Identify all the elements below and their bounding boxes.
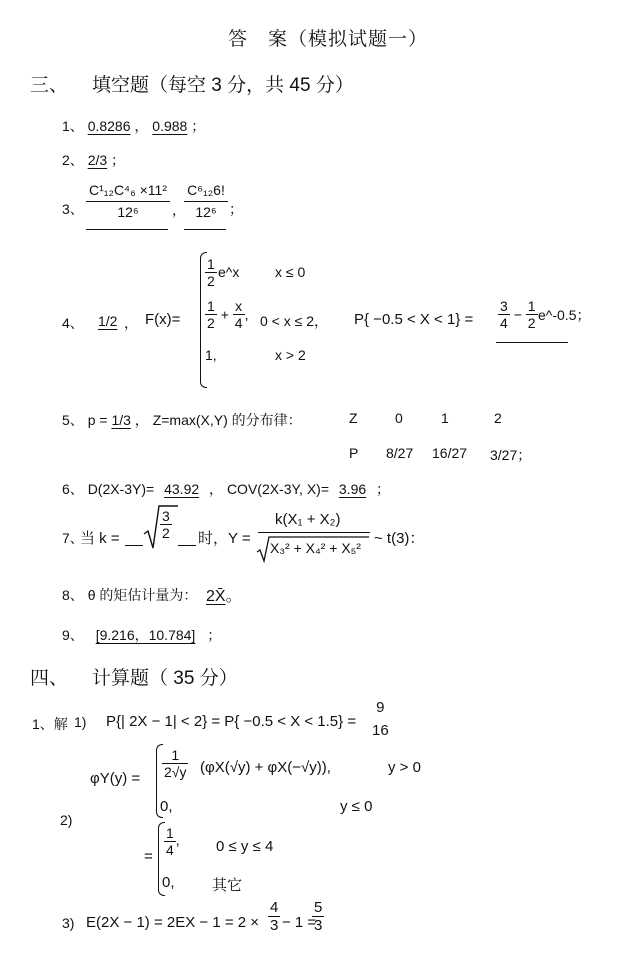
- q1-end: ；: [191, 118, 206, 134]
- q4-case1-half: $\frac{1}{2}$: [207, 256, 215, 289]
- section3-number: 三、: [30, 75, 69, 96]
- phi-case2-cond: y ≤ 0: [340, 798, 373, 815]
- q1: [62, 116, 205, 136]
- part3-frac2: [312, 899, 324, 934]
- q2-answer: 2/3: [87, 152, 108, 168]
- q6-number: 6、: [62, 481, 84, 497]
- section3-heading: 填空题（每空 3 分，共 45 分）: [92, 75, 354, 96]
- q7-blank-right: [178, 545, 196, 546]
- q9-answer: [9.216，10.784]: [95, 627, 196, 643]
- phi-lhs: φY(y) =: [90, 770, 141, 787]
- dens-case2: 0,: [162, 874, 175, 891]
- q4-case1-cond: x ≤ 0: [275, 264, 306, 280]
- q8: [62, 585, 197, 605]
- q7-tail: ~ t(3)：: [374, 530, 425, 547]
- q4-result-underline: [496, 342, 568, 343]
- q3-f1-denominator: 12⁶: [86, 201, 170, 220]
- phi-case1-cond: y > 0: [388, 759, 421, 776]
- q5-row2-cell-0: P: [349, 445, 359, 461]
- q1-answer-a: 0.8286: [87, 118, 131, 134]
- q6-d-label: D(2X-3Y)=: [87, 481, 155, 497]
- q4-result: $\frac{3}{4}$ − $\frac{1}{2}$: [500, 298, 536, 331]
- q8-end: 。: [225, 588, 242, 605]
- q4-case3-expr: 1,: [205, 347, 217, 363]
- part3-frac1: [268, 899, 280, 934]
- q9-end: ；: [207, 627, 222, 643]
- section4-number: 四、: [30, 668, 69, 689]
- q2-end: ；: [111, 152, 126, 168]
- q3-sep: ，: [172, 202, 186, 218]
- dens-eq: =: [144, 848, 153, 865]
- q5-row1-cell-0: Z: [349, 410, 358, 426]
- part3-frac2-den: 3: [314, 917, 323, 934]
- q5-row2-cell-2: 16/27: [432, 445, 468, 461]
- q5-sep: ，: [134, 412, 149, 428]
- q5-z-text: Z=max(X,Y) 的分布律：: [152, 412, 302, 428]
- section4-heading: 计算题（ 35 分）: [92, 668, 238, 689]
- q4-answer: 1/2: [98, 313, 118, 329]
- q5-row1-cell-3: 2: [494, 410, 502, 426]
- q4-case2-cond: 0 < x ≤ 2，: [260, 313, 328, 329]
- q6: [62, 479, 390, 499]
- part3-mid: − 1 =: [282, 914, 317, 931]
- q7-pre: 当 k =: [80, 530, 120, 547]
- q4-number: 4、: [62, 315, 84, 331]
- q3-f2-numerator: C⁶₁₂6!: [187, 182, 225, 198]
- q3-f2-underline: [184, 229, 226, 230]
- q5-row2-cell-3: 3/27；: [490, 447, 532, 463]
- phi-case2: 0,: [160, 798, 173, 815]
- q9: [62, 625, 221, 645]
- part2-label: 2): [60, 812, 73, 828]
- phi-case1-coeff: $\frac{1}{2√y}$: [164, 747, 187, 780]
- page-title: 答 案（模拟试题一）: [228, 29, 429, 50]
- q3-number: 3、: [62, 201, 84, 217]
- q1-number: 1、: [62, 118, 84, 134]
- q6-d-answer: 43.92: [164, 481, 200, 497]
- q5-row1-cell-1: 0: [395, 410, 403, 426]
- part3-frac1-num: 4: [270, 899, 279, 916]
- q7-denominator: X₃² + X₄² + X₅²: [270, 540, 361, 556]
- q7-post: 时，Y =: [198, 530, 251, 547]
- q8-text: θ 的矩估计量为：: [87, 587, 198, 603]
- q8-answer-value: 2X̄: [206, 588, 226, 605]
- q5-row2-cell-1: 8/27: [386, 445, 414, 461]
- q7-number: 7、: [62, 530, 84, 546]
- q4-fx: F(x)=: [145, 311, 181, 328]
- dens-case2-cond: 其它: [212, 877, 243, 894]
- q7-numerator: k(X₁ + X₂): [275, 511, 341, 528]
- q2-number: 2、: [62, 152, 84, 168]
- q7-fraction-bar: [258, 532, 370, 533]
- q1-sep: ，: [134, 118, 149, 134]
- q4-case3-cond: x > 2: [275, 347, 306, 363]
- q4-case2-expr: $\frac{1}{2}$ + $\frac{x}{4}$ ,: [207, 298, 249, 331]
- q5-row1-cell-2: 1: [441, 410, 449, 426]
- q6-cov-label: COV(2X-3Y, X)=: [226, 481, 329, 497]
- q6-cov-answer: 3.96: [338, 481, 367, 497]
- s1-result: [372, 699, 389, 739]
- q7-blank-left: [125, 545, 143, 546]
- q8-number: 8、: [62, 587, 84, 603]
- q3-f1-underline: [86, 229, 168, 230]
- part3-expr: E(2X − 1) = 2EX − 1 = 2 ×: [86, 914, 260, 931]
- q3-end: ；: [229, 201, 243, 217]
- q7-sqrt-answer: $\frac{3}{2}$: [143, 504, 179, 550]
- q4-probability: P{ −0.5 < X < 1} =: [354, 311, 474, 328]
- q4-sep: ，: [124, 315, 138, 331]
- s1-expr: P{| 2X − 1| < 2} = P{ −0.5 < X < 1.5} =: [106, 713, 357, 730]
- q6-sep: ，: [209, 481, 224, 497]
- q5-p-label: p =: [87, 412, 108, 428]
- q1-answer-b: 0.988: [152, 118, 188, 134]
- q6-end: ；: [376, 481, 391, 497]
- dens-case1-val: $\frac{1}{4}$ ,: [166, 825, 180, 858]
- q4-result-exp: e^-0.5；: [538, 307, 591, 323]
- q5-p-answer: 1/3: [111, 412, 131, 428]
- s1-result-den: 16: [372, 722, 389, 739]
- q8-answer: [206, 583, 242, 606]
- q3-f2-denominator: 12⁶: [184, 201, 228, 220]
- q5-number: 5、: [62, 412, 84, 428]
- part3-frac1-den: 3: [270, 917, 279, 934]
- s1-part: 1): [74, 714, 87, 730]
- s1-result-num: 9: [376, 699, 385, 716]
- phi-case1: (φX(√y) + φX(−√y)),: [200, 759, 331, 776]
- q3-fraction-1: [86, 182, 170, 220]
- q2: [62, 150, 125, 170]
- q4-case1-expr: e^x: [218, 264, 240, 280]
- s1-number: 1、解: [32, 716, 68, 732]
- part3-frac2-num: 5: [314, 899, 323, 916]
- q5: [62, 410, 302, 430]
- q3-f1-numerator: C¹₁₂C⁴₆ ×11²: [89, 182, 167, 198]
- dens-case1-cond: 0 ≤ y ≤ 4: [216, 838, 274, 855]
- q9-number: 9、: [62, 627, 84, 643]
- part3-label: 3): [62, 915, 75, 931]
- q3-fraction-2: [184, 182, 228, 220]
